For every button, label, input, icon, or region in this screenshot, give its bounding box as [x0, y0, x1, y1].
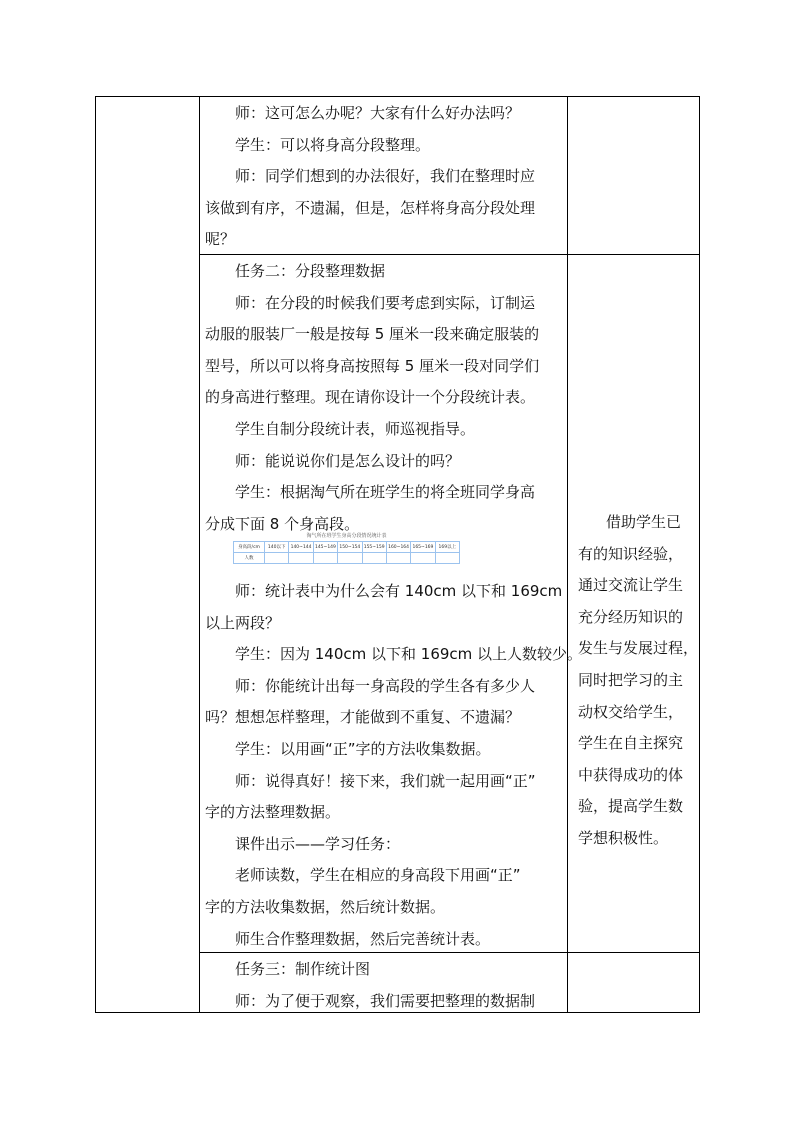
- mini-table-header-row: [234, 542, 460, 553]
- mini-table-cell: 人数: [234, 553, 265, 564]
- mini-table-cell: [313, 553, 337, 564]
- mini-table: [233, 541, 460, 564]
- mini-table-cell: 150~154: [338, 542, 362, 553]
- table-border-left: [95, 96, 96, 1013]
- note-line: 同时把学习的主: [578, 670, 684, 689]
- note-line: 学想积极性。: [578, 828, 669, 847]
- row1-line: 学生：可以将身高分段整理。: [235, 135, 431, 154]
- mini-table-cell: 140~144: [289, 542, 313, 553]
- row2-line: 型号，所以可以将身高按照每 5 厘米一段对同学们: [205, 356, 540, 375]
- mini-table-count-row: [234, 553, 460, 564]
- row2-line: 分成下面 8 个身高段。: [205, 514, 360, 533]
- row1-line: 师：这可怎么办呢？大家有什么好办法吗？: [235, 104, 521, 122]
- note-line: 动权交给学生，: [578, 702, 684, 721]
- mini-table-cell: [338, 553, 362, 564]
- row1-content: [205, 98, 563, 256]
- note-line: 通过交流让学生: [578, 576, 684, 595]
- mini-table-cell: [435, 553, 459, 564]
- row2-line: 师：能说说你们是怎么设计的吗？: [235, 451, 461, 470]
- mini-table-cell: 169以上: [435, 542, 459, 553]
- row2-line: 动服的服装厂一般是按每 5 厘米一段来确定服装的: [205, 325, 540, 344]
- row2-content-top: [205, 256, 563, 540]
- note-line: 有的知识经验，: [578, 544, 684, 563]
- note-line: 借助学生已: [606, 513, 682, 531]
- row1-line: 该做到有序，不遗漏，但是，怎样将身高分段处理: [205, 198, 536, 217]
- row3-content: [205, 954, 563, 1017]
- note-line: 中获得成功的体: [578, 765, 684, 784]
- mini-table-cell: 身高段/cm: [234, 542, 265, 553]
- row2-line: 学生：以用画“正”字的方法收集数据。: [235, 739, 491, 758]
- note-line: 验，提高学生数: [578, 797, 684, 816]
- mini-table-cell: 145~149: [313, 542, 337, 553]
- row2-line: 以上两段？: [205, 613, 281, 632]
- row2-line: 的身高进行整理。现在请你设计一个分段统计表。: [205, 388, 536, 407]
- row2-line: 课件出示——学习任务：: [235, 834, 401, 853]
- row3-line: 师：为了便于观察，我们需要把整理的数据制: [235, 991, 536, 1010]
- mini-table-cell: 165~169: [411, 542, 435, 553]
- row2-line: 师：在分段的时候我们要考虑到实际，订制运: [235, 293, 536, 312]
- row1-line: 呢？: [205, 230, 236, 249]
- row2-line: 师：说得真好！接下来，我们就一起用画“正”: [235, 771, 536, 790]
- row2-line: 学生：根据淘气所在班学生的将全班同学身高: [235, 483, 536, 502]
- note-line: 学生在自主探究: [578, 734, 684, 753]
- height-stats-table-image: [233, 532, 460, 571]
- mini-table-cell: 160~164: [386, 542, 410, 553]
- task-heading: 任务二：分段整理数据: [235, 262, 386, 280]
- note-line: 充分经历知识的: [578, 607, 684, 626]
- row2-content-bottom: [205, 576, 583, 955]
- column-divider-2: [567, 96, 568, 1013]
- mini-table-cell: 155~159: [362, 542, 386, 553]
- row2-line: 师：统计表中为什么会有 140cm 以下和 169cm: [235, 582, 563, 600]
- mini-table-cell: [411, 553, 435, 564]
- mini-table-cell: [265, 553, 289, 564]
- mini-table-caption: 淘气所在班学生身高分段情况统计表: [306, 533, 387, 539]
- row2-line: 师：你能统计出每一身高段的学生各有多少人: [235, 676, 536, 695]
- row2-line: 字的方法整理数据。: [205, 803, 341, 822]
- row2-line: 师生合作整理数据，然后完善统计表。: [235, 929, 491, 948]
- note-line: 发生与发展过程，: [578, 639, 699, 658]
- row1-line: 师：同学们想到的办法很好，我们在整理时应: [235, 167, 536, 186]
- mini-table-cell: 140以下: [265, 542, 289, 553]
- mini-table-cell: [289, 553, 313, 564]
- row2-line: 吗？想想怎样整理，才能做到不重复、不遗漏？: [205, 708, 521, 727]
- row2-line: 学生自制分段统计表，师巡视指导。: [235, 419, 476, 438]
- task-heading: 任务三：制作统计图: [235, 960, 371, 978]
- column-divider-1: [199, 96, 200, 1013]
- table-border-top: [95, 96, 700, 97]
- mini-table-cell: [362, 553, 386, 564]
- row2-line: 老师读数，学生在相应的身高段下用画“正”: [235, 866, 521, 885]
- row2-line: 字的方法收集数据，然后统计数据。: [205, 897, 446, 916]
- row2-line: 学生：因为 140cm 以下和 169cm 以上人数较少。: [235, 645, 583, 664]
- mini-table-cell: [386, 553, 410, 564]
- design-note: [572, 507, 700, 855]
